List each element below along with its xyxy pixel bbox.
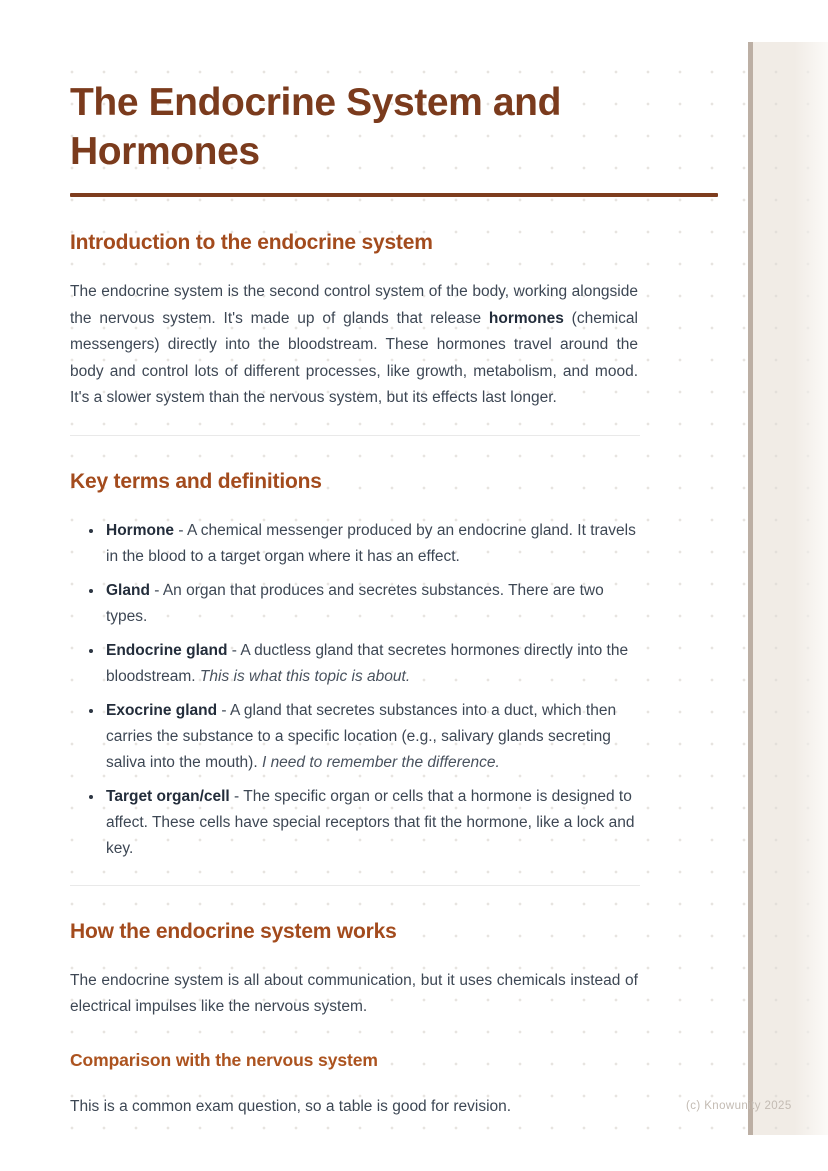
title-underline	[70, 193, 718, 197]
term-bold: Endocrine gland	[106, 641, 228, 659]
section-divider	[70, 885, 640, 886]
text-segment: The endocrine system is all about communication, but it uses chemicals instead of electrical impulses like the nervous system.	[70, 971, 638, 1015]
text-segment: (chemical messengers) directly into the bloodstream. These hormones travel around the body and control lots of different processes, like growth, metabolism, and mood. It's a slower system than the nervous system, but its effects last longer.	[70, 309, 638, 406]
key-terms-list	[70, 517, 638, 862]
list-item	[104, 517, 638, 570]
page-title: The Endocrine System and Hormones	[70, 81, 562, 173]
text-segment: The endocrine system is the second control system of the body, working alongside the nervous system. It's made up of glands that release	[70, 283, 638, 327]
section-heading: How the endocrine system works	[70, 919, 397, 943]
note-italic: This is what this topic is about.	[199, 667, 411, 685]
section-divider	[70, 435, 640, 436]
list-item	[104, 697, 638, 776]
list-item	[104, 577, 638, 630]
page-edge-strip	[753, 42, 828, 1135]
note-italic: I need to remember the difference.	[261, 753, 500, 771]
sub-heading: Comparison with the nervous system	[70, 1049, 378, 1070]
note-page	[42, 42, 828, 1135]
list-item	[104, 637, 638, 690]
paragraph	[70, 968, 638, 1021]
text-segment: - The specific organ or cells that a hormone is designed to affect. These cells have special receptors that fit the hormone, like a lock and key.	[106, 787, 635, 857]
list-item	[104, 783, 638, 862]
note-body	[70, 230, 718, 1120]
text-segment: - An organ that produces and secretes substances. There are two types.	[106, 581, 604, 625]
text-segment: - A ductless gland that secretes hormones directly into the bloodstream.	[106, 641, 629, 685]
text-segment: - A chemical messenger produced by an endocrine gland. It travels in the blood to a target organ where it has an effect.	[106, 521, 636, 565]
term-bold: Target organ/cell	[106, 787, 230, 805]
paragraph	[70, 1094, 638, 1121]
text-segment: This is a common exam question, so a table is good for revision.	[70, 1097, 512, 1115]
term-bold: Exocrine gland	[106, 701, 218, 719]
section-heading: Key terms and definitions	[70, 469, 322, 493]
note-content	[70, 78, 718, 1120]
text-segment: - A gland that secretes substances into a duct, which then carries the substance to a specific location (e.g., salivary glands secreting saliva into the mouth).	[106, 701, 617, 771]
term-bold: hormones	[488, 309, 564, 327]
term-bold: Gland	[106, 581, 150, 599]
section-heading: Introduction to the endocrine system	[70, 231, 433, 254]
watermark: (c) Knowunity 2025	[686, 1100, 792, 1112]
paragraph	[70, 279, 638, 412]
term-bold: Hormone	[106, 521, 175, 539]
